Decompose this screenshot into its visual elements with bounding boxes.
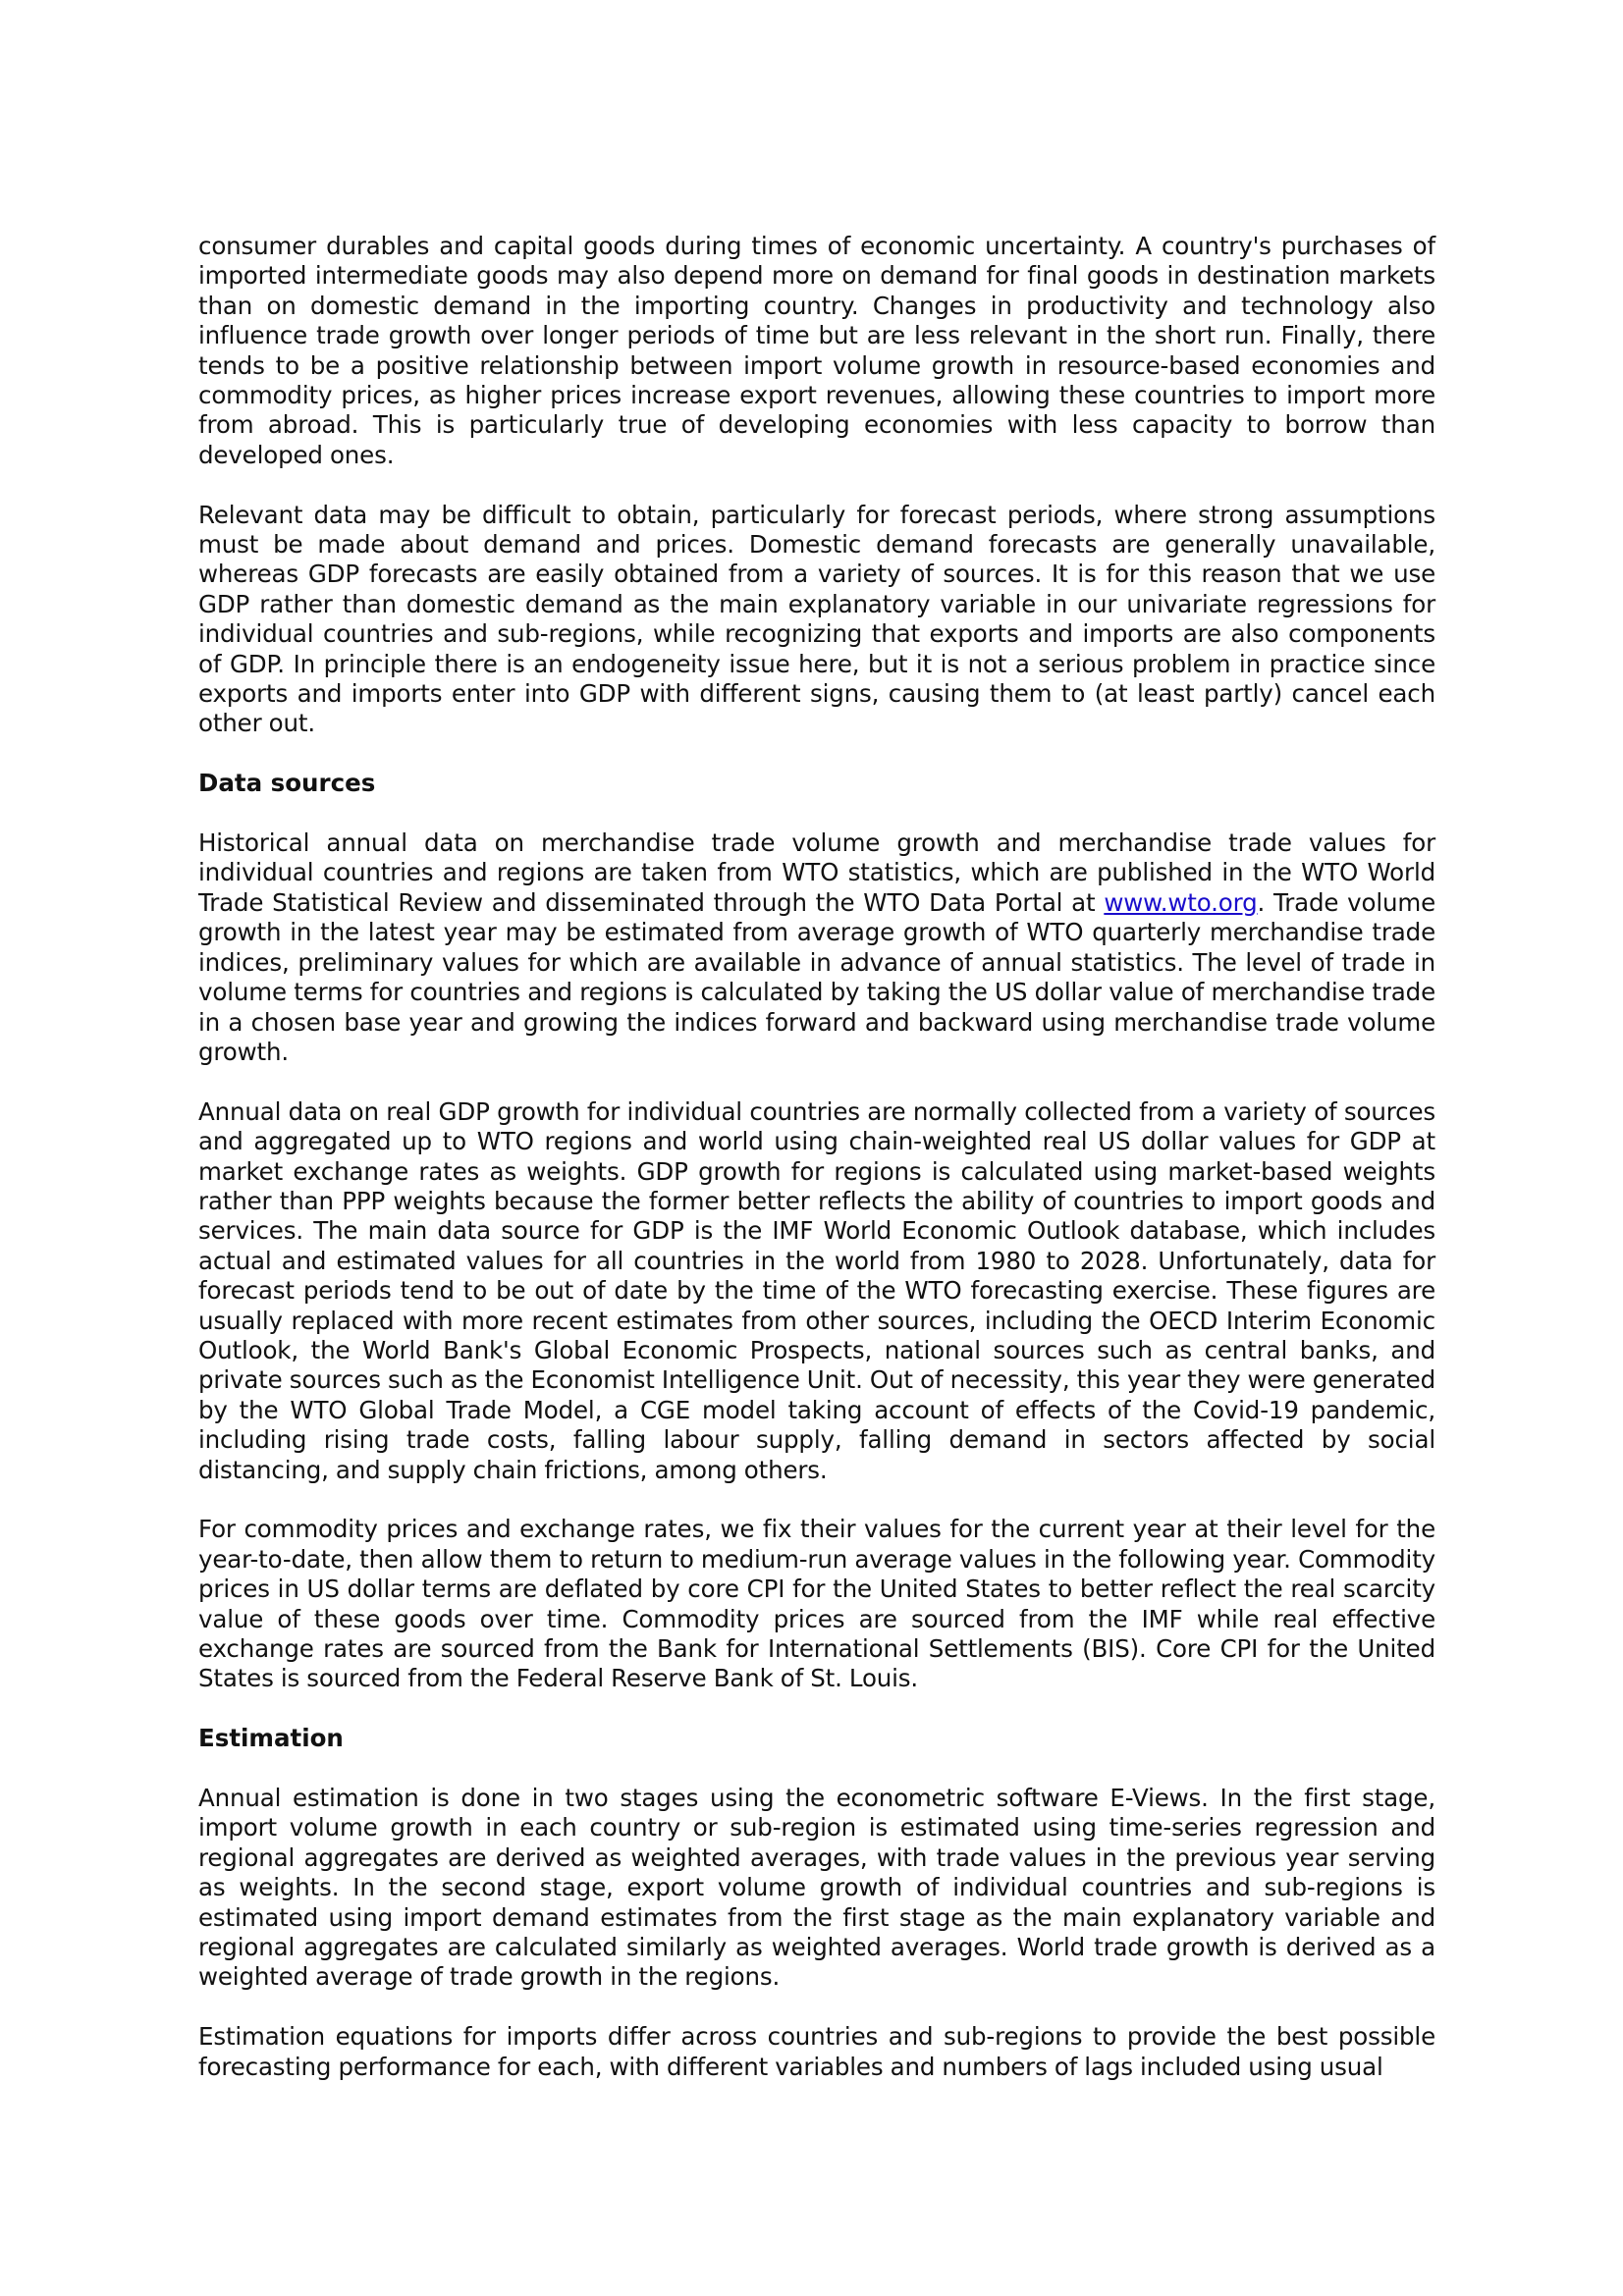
heading-estimation: Estimation [198,1724,344,1753]
paragraph-data-availability: Relevant data may be difficult to obtain, particularly for forecast periods, where strong assumptions must be made about demand and prices. Domestic demand forecasts are generally unavailable, whereas GDP forecasts are easily obtained from a variety of sources. It is for this reason that we use GDP rather than domestic demand as the main explanatory variable in our univariate regressions for individual countries and sub-regions, while recognizing that exports and imports are also components of GDP. In principle there is an endogeneity issue here, but it is not a serious problem in practice since exports and imports enter into GDP with different signs, causing them to (at least partly) cancel each other out. [198,500,1435,738]
paragraph-historical-data [198,828,1435,1067]
wto-website-link[interactable]: www.wto.org [1104,887,1258,917]
paragraph-estimation-stages: Annual estimation is done in two stages using the econometric software E-Views. In the first stage, import volume growth in each country or sub-region is estimated using time-series regression and regional aggregates are derived as weighted averages, with trade values in the previous year serving as weights. In the second stage, export volume growth of individual countries and sub-regions is estimated using import demand estimates from the first stage as the main explanatory variable and regional aggregates are calculated similarly as weighted averages. World trade growth is derived as a weighted average of trade growth in the regions. [198,1784,1435,1992]
paragraph-historical-data-start: Historical annual data on merchandise trade volume growth and merchandise trade values for individual countries and regions are taken from WTO statistics, which are published in the WTO World Trade Statistical Review and disseminated through the WTO Data Portal at [198,828,1435,917]
paragraph-estimation-equations: Estimation equations for imports differ across countries and sub-regions to provide the best possible forecasting performance for each, with different variables and numbers of lags included using usual [198,2022,1435,2081]
heading-data-sources: Data sources [198,769,376,798]
document-page [198,232,1435,2111]
paragraph-gdp-data: Annual data on real GDP growth for individual countries are normally collected from a variety of sources and aggregated up to WTO regions and world using chain-weighted real US dollar values for GDP at market exchange rates as weights. GDP growth for regions is calculated using market-based weights rather than PPP weights because the former better reflects the ability of countries to import goods and services. The main data source for GDP is the IMF World Economic Outlook database, which includes actual and estimated values for all countries in the world from 1980 to 2028. Unfortunately, data for forecast periods tend to be out of date by the time of the WTO forecasting exercise. These figures are usually replaced with more recent estimates from other sources, including the OECD Interim Economic Outlook, the World Bank's Global Economic Prospects, national sources such as central banks, and private sources such as the Economist Intelligence Unit. Out of necessity, this year they were generated by the WTO Global Trade Model, a CGE model taking account of effects of the Covid-19 pandemic, including rising trade costs, falling labour supply, falling demand in sectors affected by social distancing, and supply chain frictions, among others. [198,1096,1435,1484]
paragraph-commodity-prices: For commodity prices and exchange rates, we fix their values for the current year at their level for the year-to-date, then allow them to return to medium-run average values in the following year. Commodity prices in US dollar terms are deflated by core CPI for the United States to better reflect the real scarcity value of these goods over time. Commodity prices are sourced from the IMF while real effective exchange rates are sourced from the Bank for International Settlements (BIS). Core CPI for the United States is sourced from the Federal Reserve Bank of St. Louis. [198,1515,1435,1693]
paragraph-import-determinants: consumer durables and capital goods during times of economic uncertainty. A country's purchases of imported intermediate goods may also depend more on demand for final goods in destination markets than on domestic demand in the importing country. Changes in productivity and technology also influence trade growth over longer periods of time but are less relevant in the short run. Finally, there tends to be a positive relationship between import volume growth in resource-based economies and commodity prices, as higher prices increase export revenues, allowing these countries to import more from abroad. This is particularly true of developing economies with less capacity to borrow than developed ones. [198,232,1435,469]
paragraph-historical-data-end: . Trade volume growth in the latest year may be estimated from average growth of WTO quarterly merchandise trade indices, preliminary values for which are available in advance of annual statistics. The level of trade in volume terms for countries and regions is calculated by taking the US dollar value of merchandise trade in a chosen base year and growing the indices forward and backward using merchandise trade volume growth. [198,887,1435,1066]
